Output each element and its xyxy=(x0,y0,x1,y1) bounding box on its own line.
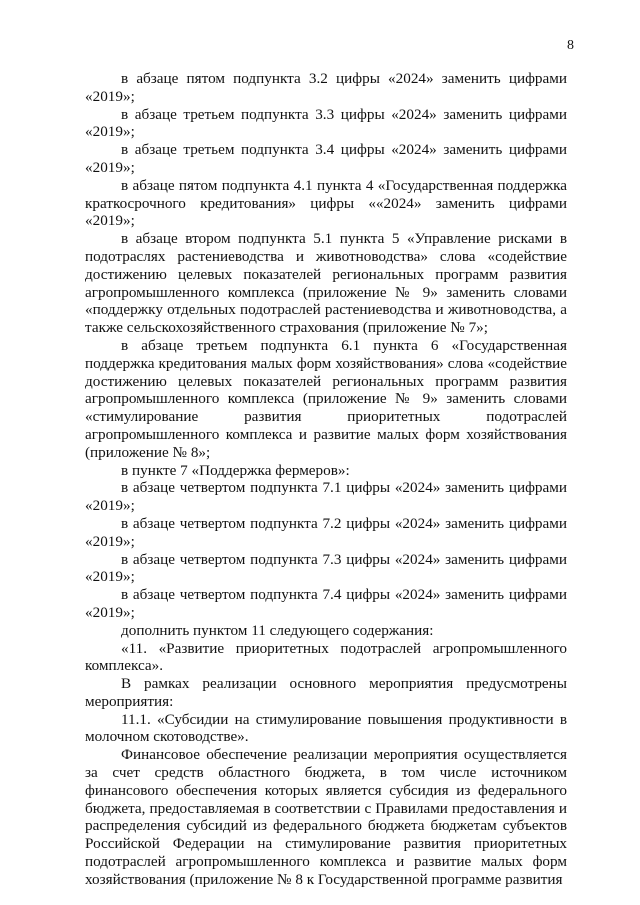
paragraph: в абзаце четвертом подпункта 7.4 цифры «2024» заменить цифрами «2019»; xyxy=(85,586,567,621)
paragraph: в абзаце втором подпункта 5.1 пункта 5 «Управление рисками в подотраслях растениеводства и животноводства» слова «содействие достижению целевых показателей региональных программ развития агропромышленного комплекса (приложение № 9» заменить словами «поддержку отдельных подотраслей растениеводства и животноводства, а также сельскохозяйственного страхования (приложение № 7»; xyxy=(85,230,567,337)
paragraph: в абзаце четвертом подпункта 7.3 цифры «2024» заменить цифрами «2019»; xyxy=(85,550,567,586)
paragraph: в абзаце четвертом подпункта 7.1 цифры «2024» заменить цифрами «2019»; xyxy=(85,479,567,515)
paragraph: дополнить пунктом 11 следующего содержания: xyxy=(121,621,434,639)
paragraph: в абзаце третьем подпункта 3.4 цифры «2024» заменить цифрами «2019»; xyxy=(85,141,567,176)
paragraph: в пункте 7 «Поддержка фермеров»: xyxy=(121,461,350,479)
paragraph: «11. «Развитие приоритетных подотраслей агропромышленного комплекса». xyxy=(85,639,567,675)
document-body xyxy=(85,70,567,889)
paragraph: Финансовое обеспечение реализации мероприятия осуществляется за счет средств областного бюджета, в том числе источником финансового обеспечения которых является субсидия из федерального бюджета, предоставляемая в соответствии с Правилами предоставления и распределения субсидий из федерального бюджета бюджетам субъектов Российской Федерации на стимулирование развития приоритетных подотраслей агропромышленного комплекса и развитие малых форм хозяйствования (приложение № 8 к Государственной программе развития xyxy=(85,746,567,888)
page-number: 8 xyxy=(567,38,574,53)
paragraph: в абзаце третьем подпункта 3.3 цифры «2024» заменить цифрами «2019»; xyxy=(85,105,567,141)
paragraph: в абзаце третьем подпункта 6.1 пункта 6 «Государственная поддержка кредитования малых форм хозяйствования» слова «содействие достижению целевых показателей региональных программ развития агропромышленного комплекса (приложение № 9» заменить словами «стимулирование развития приоритетных подотраслей агропромышленного комплекса и развитие малых форм хозяйствования (приложение № 8»; xyxy=(85,336,567,461)
paragraph: 11.1. «Субсидии на стимулирование повышения продуктивности в молочном скотоводстве». xyxy=(85,710,567,746)
paragraph: в абзаце четвертом подпункта 7.2 цифры «2024» заменить цифрами «2019»; xyxy=(85,514,567,550)
paragraph: в абзаце пятом подпункта 4.1 пункта 4 «Государственная поддержка краткосрочного кредитования» цифры ««2024» заменить цифрами «2019»; xyxy=(85,176,567,230)
paragraph: в абзаце пятом подпункта 3.2 цифры «2024» заменить цифрами «2019»; xyxy=(85,70,567,105)
paragraph: В рамках реализации основного мероприятия предусмотрены мероприятия: xyxy=(85,675,567,710)
